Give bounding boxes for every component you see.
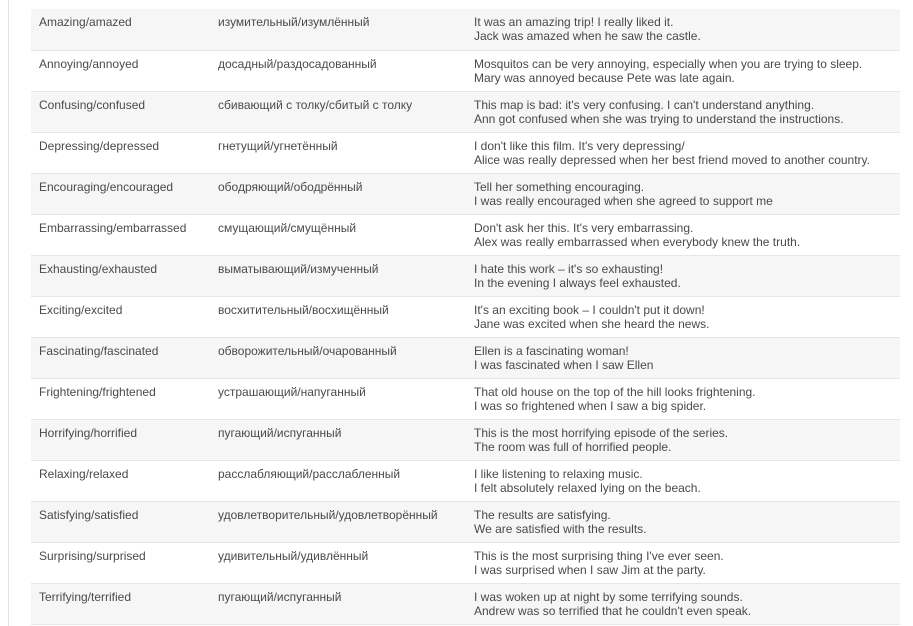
table-row [31, 296, 900, 337]
translation-cell: изумительный/изумлённый [210, 9, 458, 50]
example-sentence-1: I like listening to relaxing music. [474, 466, 643, 481]
table-row [31, 132, 900, 173]
translation-cell: пугающий/испуганный [210, 583, 458, 624]
example-cell [458, 214, 900, 255]
example-cell [458, 255, 900, 296]
example-sentence-1: This is the most surprising thing I've ever seen. [474, 548, 724, 563]
example-sentence-1: I was woken up at night by some terrifying sounds. [474, 589, 743, 604]
example-sentence-2: Andrew was so terrified that he couldn't even speak. [474, 603, 752, 618]
translation-cell: сбивающий с толку/сбитый с толку [210, 91, 458, 132]
translation-cell: гнетущий/угнетённый [210, 132, 458, 173]
example-sentence-2: Jack was amazed when he saw the castle. [474, 29, 701, 43]
table-row [31, 91, 900, 132]
example-cell [458, 542, 900, 583]
example-sentence-1: The results are satisfying. [474, 507, 611, 522]
example-sentence-2: Mary was annoyed because Pete was late again. [474, 70, 735, 85]
example-sentence-2: I was fascinated when I saw Ellen [474, 357, 654, 372]
example-sentence-2: Alice was really depressed when her best friend moved to another country. [474, 152, 870, 167]
adjective-pair-cell: Satisfying/satisfied [31, 501, 210, 542]
table-row [31, 419, 900, 460]
example-sentence-1: Mosquitos can be very annoying, especially when you are trying to sleep. [474, 56, 863, 71]
translation-cell: устрашающий/напуганный [210, 378, 458, 419]
example-sentence-1: Tell her something encouraging. [474, 179, 645, 194]
table-row [31, 255, 900, 296]
translation-cell: восхитительный/восхищённый [210, 296, 458, 337]
example-cell [458, 132, 900, 173]
adjective-pair-cell: Surprising/surprised [31, 542, 210, 583]
example-cell [458, 583, 900, 624]
adjective-pair-cell: Embarrassing/embarrassed [31, 214, 210, 255]
translation-cell: досадный/раздосадованный [210, 50, 458, 91]
translation-cell: обворожительный/очарованный [210, 337, 458, 378]
adjective-pair-cell: Frightening/frightened [31, 378, 210, 419]
example-sentence-2: I felt absolutely relaxed lying on the beach. [474, 480, 701, 495]
example-cell [458, 501, 900, 542]
table-row [31, 50, 900, 91]
translation-cell: выматывающий/измученный [210, 255, 458, 296]
example-sentence-2: I was so frightened when I saw a big spider. [474, 398, 707, 413]
adjective-pair-cell: Depressing/depressed [31, 132, 210, 173]
adjective-pair-cell: Horrifying/horrified [31, 419, 210, 460]
table-row [31, 173, 900, 214]
translation-cell: смущающий/смущённый [210, 214, 458, 255]
example-sentence-2: Ann got confused when she was trying to understand the instructions. [474, 111, 844, 126]
table-row [31, 583, 900, 624]
example-sentence-2: We are satisfied with the results. [474, 521, 647, 536]
translation-cell: удовлетворительный/удовлетворённый [210, 501, 458, 542]
translation-cell: ободряющий/ободрённый [210, 173, 458, 214]
left-border-line [8, 0, 9, 626]
example-sentence-2: Alex was really embarrassed when everybody knew the truth. [474, 234, 801, 249]
example-sentence-1: Don't ask her this. It's very embarrassing. [474, 220, 694, 235]
example-sentence-1: It was an amazing trip! I really liked it. [474, 15, 674, 29]
example-sentence-1: It's an exciting book – I couldn't put it down! [474, 302, 705, 317]
example-cell [458, 296, 900, 337]
table-row [31, 214, 900, 255]
table-row [31, 378, 900, 419]
adjective-pair-cell: Annoying/annoyed [31, 50, 210, 91]
example-cell [458, 91, 900, 132]
adjective-pair-cell: Encouraging/encouraged [31, 173, 210, 214]
table-row [31, 9, 900, 50]
vocabulary-table [31, 9, 900, 625]
adjective-pair-cell: Exhausting/exhausted [31, 255, 210, 296]
example-sentence-2: I was surprised when I saw Jim at the party. [474, 562, 706, 577]
example-sentence-1: I don't like this film. It's very depressing/ [474, 138, 685, 153]
example-cell [458, 50, 900, 91]
table-row [31, 460, 900, 501]
example-sentence-2: I was really encouraged when she agreed to support me [474, 193, 773, 208]
translation-cell: удивительный/удивлённый [210, 542, 458, 583]
example-cell [458, 419, 900, 460]
translation-cell: пугающий/испуганный [210, 419, 458, 460]
example-sentence-1: This map is bad: it's very confusing. I can't understand anything. [474, 97, 815, 112]
table-row [31, 501, 900, 542]
adjective-pair-cell: Terrifying/terrified [31, 583, 210, 624]
vocabulary-table-body [31, 9, 900, 624]
example-cell [458, 460, 900, 501]
example-cell [458, 173, 900, 214]
example-sentence-1: That old house on the top of the hill looks frightening. [474, 384, 756, 399]
adjective-pair-cell: Amazing/amazed [31, 9, 210, 50]
adjective-pair-cell: Exciting/excited [31, 296, 210, 337]
example-sentence-1: I hate this work – it's so exhausting! [474, 261, 664, 276]
translation-cell: расслабляющий/расслабленный [210, 460, 458, 501]
example-sentence-1: Ellen is a fascinating woman! [474, 343, 629, 358]
example-sentence-2: In the evening I always feel exhausted. [474, 275, 681, 290]
example-sentence-2: The room was full of horrified people. [474, 439, 672, 454]
example-sentence-1: This is the most horrifying episode of the series. [474, 425, 729, 440]
table-row [31, 542, 900, 583]
table-row [31, 337, 900, 378]
example-cell [458, 337, 900, 378]
adjective-pair-cell: Fascinating/fascinated [31, 337, 210, 378]
example-cell [458, 378, 900, 419]
example-sentence-2: Jane was excited when she heard the news. [474, 316, 710, 331]
adjective-pair-cell: Relaxing/relaxed [31, 460, 210, 501]
example-cell [458, 9, 900, 50]
adjective-pair-cell: Confusing/confused [31, 91, 210, 132]
